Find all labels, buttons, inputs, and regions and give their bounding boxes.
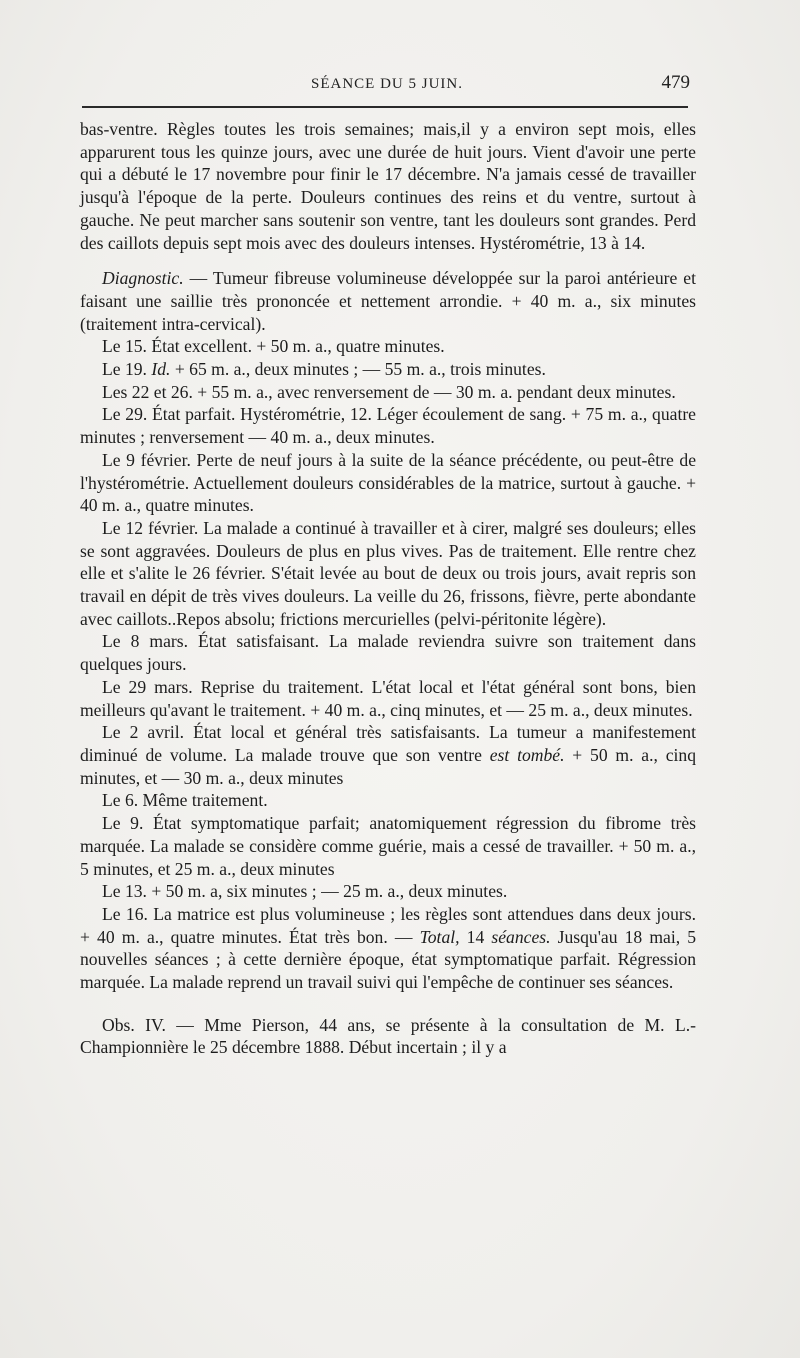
text-run: Le 6. Même traitement. <box>102 790 268 811</box>
text-run: Le 29. État parfait. Hystérométrie, 12. Léger écoulement de sang. + 75 m. a., quatre minutes ; renversement — 40 m. a., deux minutes. <box>80 404 696 448</box>
body-text <box>80 118 696 1059</box>
header-rule <box>82 106 688 108</box>
paragraph <box>80 118 696 254</box>
text-run: — Tumeur fibreuse volumineuse développée sur la paroi antérieure et faisant une saillie très prononcée et nettement arrondie. + 40 m. a., six minutes (traitement intra-cervical). <box>80 268 696 334</box>
paragraph <box>80 517 696 631</box>
paragraph <box>80 1014 696 1059</box>
paragraph <box>80 449 696 517</box>
italic-text: Diagnostic. <box>102 268 184 289</box>
paragraph <box>80 903 696 994</box>
text-run: Les 22 et 26. + 55 m. a., avec renversement de — 30 m. a. pendant deux minutes. <box>102 381 676 402</box>
text-run: Le 9. État symptomatique parfait; anatomiquement régression du fibrome très marquée. La malade se considère comme guérie, mais a cessé de travailler. + 50 m. a., 5 minutes, et 25 m. a., deux minutes <box>80 813 696 879</box>
paragraph <box>80 676 696 721</box>
paragraph <box>80 403 696 448</box>
italic-text: est tombé. <box>489 744 565 765</box>
page-number: 479 <box>661 72 690 93</box>
paragraph <box>80 721 696 789</box>
text-run: Le 8 mars. État satisfaisant. La malade reviendra suivre son traitement dans quelques jours. <box>80 631 696 675</box>
paragraph <box>80 630 696 675</box>
running-title: SÉANCE DU 5 JUIN. <box>311 76 463 92</box>
paragraph <box>80 381 696 404</box>
text-run: Le 15. État excellent. + 50 m. a., quatre minutes. <box>102 336 445 357</box>
page-header <box>80 72 694 102</box>
text-run: bas-ventre. Règles toutes les trois semaines; mais,il y a environ sept mois, elles apparurent tous les quinze jours, avec une durée de huit jours. Vient d'avoir une perte qui a débuté le 17 novembre pour finir le 17 décembre. N'a jamais cessé de travailler jusqu'à l'époque de la perte. Douleurs continues des reins et du ventre, surtout à gauche. Ne peut marcher sans soutenir son ventre, tant les douleurs sont grandes. Perd des caillots depuis sept mois avec des douleurs intenses. Hystérométrie, 13 à 14. <box>80 119 696 253</box>
paragraph <box>80 812 696 880</box>
paragraph <box>80 335 696 358</box>
text-run: Jusqu'au 18 mai, 5 nouvelles séances ; à cette dernière époque, état symptomatique parfait. Régression marquée. La malade reprend un travail suivi qui l'empêche de continuer ses séances. <box>80 926 697 993</box>
paragraph <box>80 789 696 812</box>
italic-text: Id. <box>151 359 171 380</box>
text-run: 14 <box>459 926 492 947</box>
text-run: Le 13. + 50 m. a, six minutes ; — 25 m. a., deux minutes. <box>102 881 508 902</box>
paragraph <box>80 358 696 381</box>
text-run: + 65 m. a., deux minutes ; — 55 m. a., trois minutes. <box>170 359 546 380</box>
text-run: Le 12 février. La malade a continué à travailler et à cirer, malgré ses douleurs; elles se sont aggravées. Douleurs de plus en plus vives. Pas de traitement. Elle rentre chez elle et s'alite le 26 février. S'était levée au bout de deux ou trois jours, avait repris son travail en dépit de très vives douleurs. La veille du 26, frissons, fièvre, perte abondante avec caillots..Repos absolu; frictions mercurielles (pelvi-péritonite légère). <box>80 517 696 629</box>
italic-text: Total, <box>419 926 460 947</box>
text-run: + 50 m. a., cinq minutes, et — 30 m. a., deux minutes <box>80 744 696 788</box>
text-run: Obs. IV. — Mme Pierson, 44 ans, se présente à la consultation de M. L.-Championnière le 25 décembre 1888. Début incertain ; il y a <box>80 1014 696 1058</box>
text-run: Le 19. <box>102 359 152 380</box>
text-run: Le 16. La matrice est plus volumineuse ; les règles sont attendues dans deux jours. + 40 m. a., quatre minutes. État très bon. — <box>80 903 696 947</box>
paragraph <box>80 267 696 335</box>
italic-text: séances. <box>491 926 551 947</box>
text-run: Le 2 avril. État local et général très satisfaisants. La tumeur a manifestement diminué de volume. La malade trouve que son ventre <box>80 722 696 765</box>
paragraph <box>80 880 696 903</box>
text-run: Le 9 février. Perte de neuf jours à la suite de la séance précédente, ou peut-être de l'hystérométrie. Actuellement douleurs considérables de la matrice, surtout à gauche. + 40 m. a., quatre minutes. <box>80 449 696 516</box>
text-run: Le 29 mars. Reprise du traitement. L'état local et l'état général sont bons, bien meilleurs qu'avant le traitement. + 40 m. a., cinq minutes, et — 25 m. a., deux minutes. <box>80 676 696 720</box>
